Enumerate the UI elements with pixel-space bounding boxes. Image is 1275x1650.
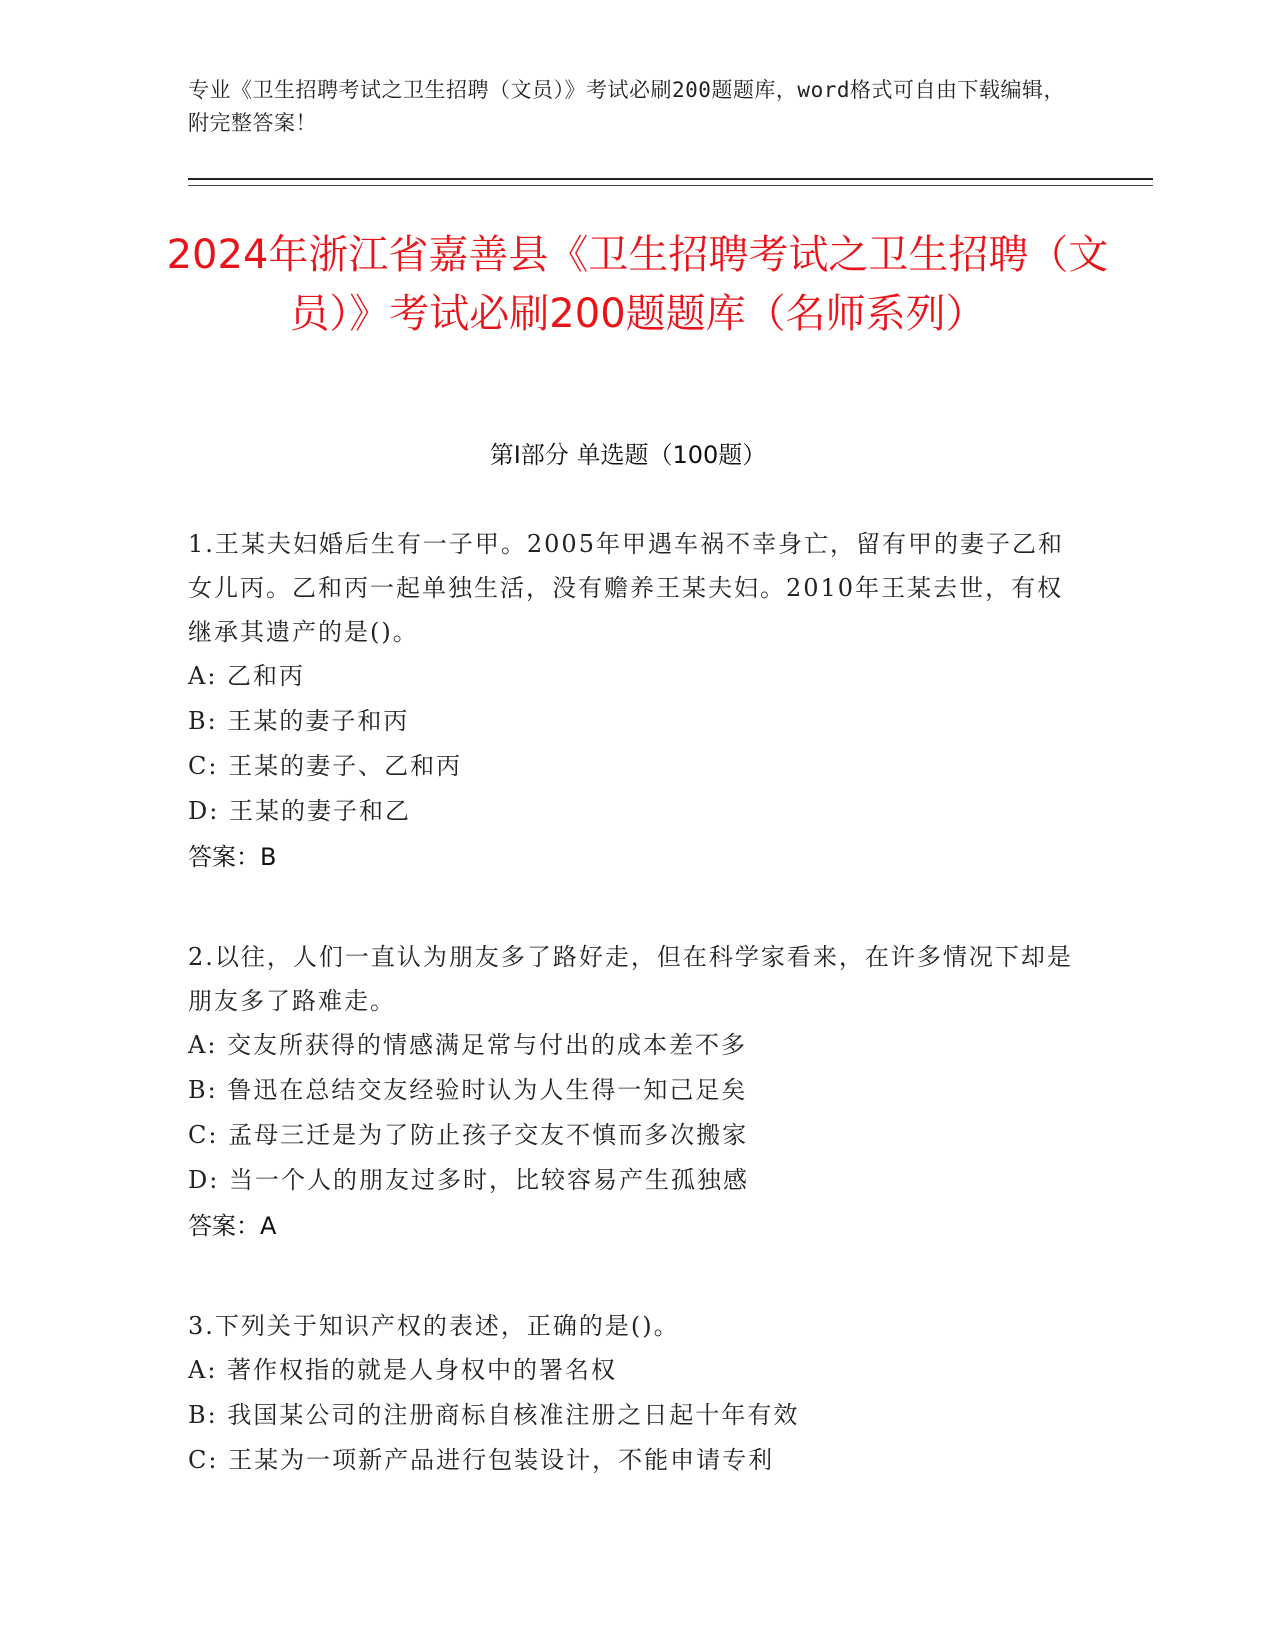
option-d: D: 当一个人的朋友过多时，比较容易产生孤独感 bbox=[188, 1166, 749, 1194]
question-item bbox=[188, 522, 1078, 880]
option-a: A: 著作权指的就是人身权中的署名权 bbox=[188, 1356, 618, 1384]
question-item bbox=[188, 1304, 1078, 1483]
option-b: B: 王某的妻子和丙 bbox=[188, 707, 410, 735]
section-title: 第Ⅰ部分 单选题（100题） bbox=[489, 441, 767, 469]
option-b: B: 鲁迅在总结交友经验时认为人生得一知己足矣 bbox=[188, 1076, 748, 1104]
question-stem: 2.以往，人们一直认为朋友多了路好走，但在科学家看来，在许多情况下却是朋友多了路难走。 bbox=[188, 943, 1073, 1015]
answer-line: 答案：B bbox=[188, 843, 277, 871]
document-title: 2024年浙江省嘉善县《卫生招聘考试之卫生招聘（文员）》考试必刷200题题库（名师系列） bbox=[166, 232, 1109, 337]
option-a: A: 乙和丙 bbox=[188, 662, 306, 690]
option-d: D: 王某的妻子和乙 bbox=[188, 797, 411, 825]
question-stem: 3.下列关于知识产权的表述，正确的是()。 bbox=[188, 1312, 680, 1340]
header-divider-thin bbox=[188, 185, 1153, 186]
option-b: B: 我国某公司的注册商标自核准注册之日起十年有效 bbox=[188, 1401, 800, 1429]
header-divider-thick bbox=[188, 178, 1153, 180]
question-stem: 1.王某夫妇婚后生有一子甲。2005年甲遇车祸不幸身亡，留有甲的妻子乙和女儿丙。乙和丙一起单独生活，没有赡养王某夫妇。2010年王某去世，有权继承其遗产的是()。 bbox=[188, 530, 1064, 646]
option-c: C: 孟母三迁是为了防止孩子交友不慎而多次搬家 bbox=[188, 1121, 749, 1149]
answer-line: 答案：A bbox=[188, 1212, 277, 1240]
option-c: C: 王某的妻子、乙和丙 bbox=[188, 752, 463, 780]
header-note: 专业《卫生招聘考试之卫生招聘（文员）》考试必刷200题题库，word格式可自由下载编辑，附完整答案！ bbox=[188, 78, 1065, 135]
option-a: A: 交友所获得的情感满足常与付出的成本差不多 bbox=[188, 1031, 748, 1059]
option-c: C: 王某为一项新产品进行包装设计，不能申请专利 bbox=[188, 1446, 775, 1474]
question-item bbox=[188, 935, 1078, 1249]
